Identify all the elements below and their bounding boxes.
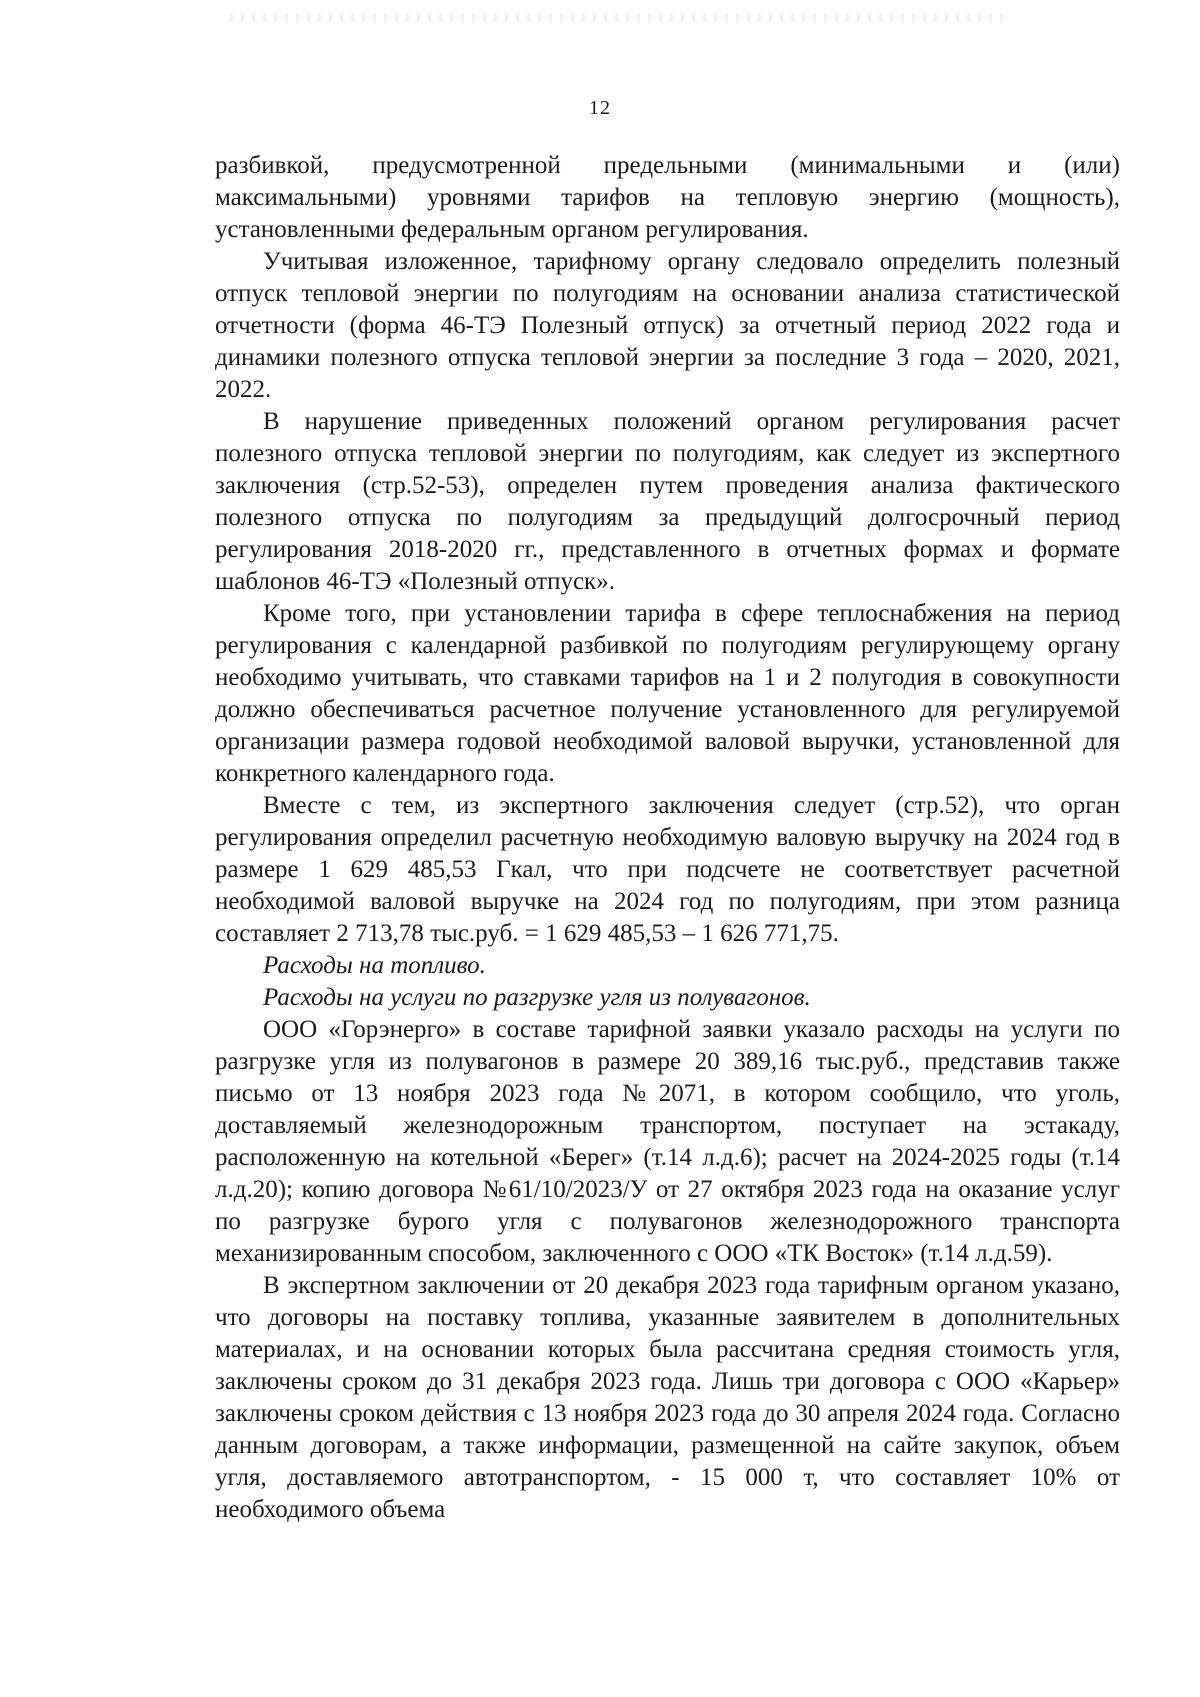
paragraph-5: Вместе с тем, из экспертного заключения следует (стр.52), что орган регулирования определил расчетную необходимую валовую выручку на 2024 год в размере 1 629 485,53 Гкал, что при подсчете не соответствует расчетной необходимой валовой выручке на 2024 год по полугодиям, при этом разница составляет 2 713,78 тыс.руб. = 1 629 485,53 – 1 626 771,75. <box>215 792 1120 947</box>
paragraph-6: ООО «Горэнерго» в составе тарифной заявки указало расходы на услуги по разгрузке угля из полувагонов в размере 20 389,16 тыс.руб., представив также письмо от 13 ноября 2023 года №2071, в котором сообщило, что уголь, доставляемый железнодорожным транспортом, поступает на эстакаду, расположенную на котельной «Берег» (т.14 л.д.6); расчет на 2024-2025 годы (т.14 л.д.20); копию договора №61/10/2023/У от 27 октября 2023 года на оказание услуг по разгрузке бурого угля с полувагонов железнодорожного транспорта механизированным способом, заключенного с ООО «ТК Восток» (т.14 л.д.59). <box>215 1016 1120 1267</box>
document-body <box>215 150 1120 1526</box>
scan-noise <box>230 14 1010 22</box>
section-heading-unloading: Расходы на услуги по разгрузке угля из полувагонов. <box>263 984 811 1011</box>
paragraph-4: Кроме того, при установлении тарифа в сфере теплоснабжения на период регулирования с календарной разбивкой по полугодиям регулирующему органу необходимо учитывать, что ставками тарифов на 1 и 2 полугодия в совокупности должно обеспечиваться расчетное получение установленного для регулируемой организации размера годовой необходимой валовой выручки, установленной для конкретного календарного года. <box>215 600 1120 787</box>
paragraph-2: Учитывая изложенное, тарифному органу следовало определить полезный отпуск тепловой энергии по полугодиям на основании анализа статистической отчетности (форма 46-ТЭ Полезный отпуск) за отчетный период 2022 года и динамики полезного отпуска тепловой энергии за последние 3 года – 2020, 2021, 2022. <box>215 248 1120 403</box>
paragraph-3: В нарушение приведенных положений органом регулирования расчет полезного отпуска тепловой энергии по полугодиям, как следует из экспертного заключения (стр.52-53), определен путем проведения анализа фактического полезного отпуска по полугодиям за предыдущий долгосрочный период регулирования 2018-2020 гг., представленного в отчетных формах и формате шаблонов 46-ТЭ «Полезный отпуск». <box>215 408 1120 595</box>
page-number: 12 <box>589 97 611 119</box>
paragraph-7: В экспертном заключении от 20 декабря 2023 года тарифным органом указано, что договоры на поставку топлива, указанные заявителем в дополнительных материалах, и на основании которых была рассчитана средняя стоимость угля, заключены сроком до 31 декабря 2023 года. Лишь три договора с ООО «Карьер» заключены сроком действия с 13 ноября 2023 года до 30 апреля 2024 года. Согласно данным договорам, а также информации, размещенной на сайте закупок, объем угля, доставляемого автотранспортом, - 15 000 т, что составляет 10% от необходимого объема <box>215 1272 1120 1523</box>
paragraph-1: разбивкой, предусмотренной предельными (минимальными и (или) максимальными) уровнями тарифов на тепловую энергию (мощность), установленными федеральным органом регулирования. <box>215 152 1120 243</box>
section-heading-fuel: Расходы на топливо. <box>263 952 486 979</box>
